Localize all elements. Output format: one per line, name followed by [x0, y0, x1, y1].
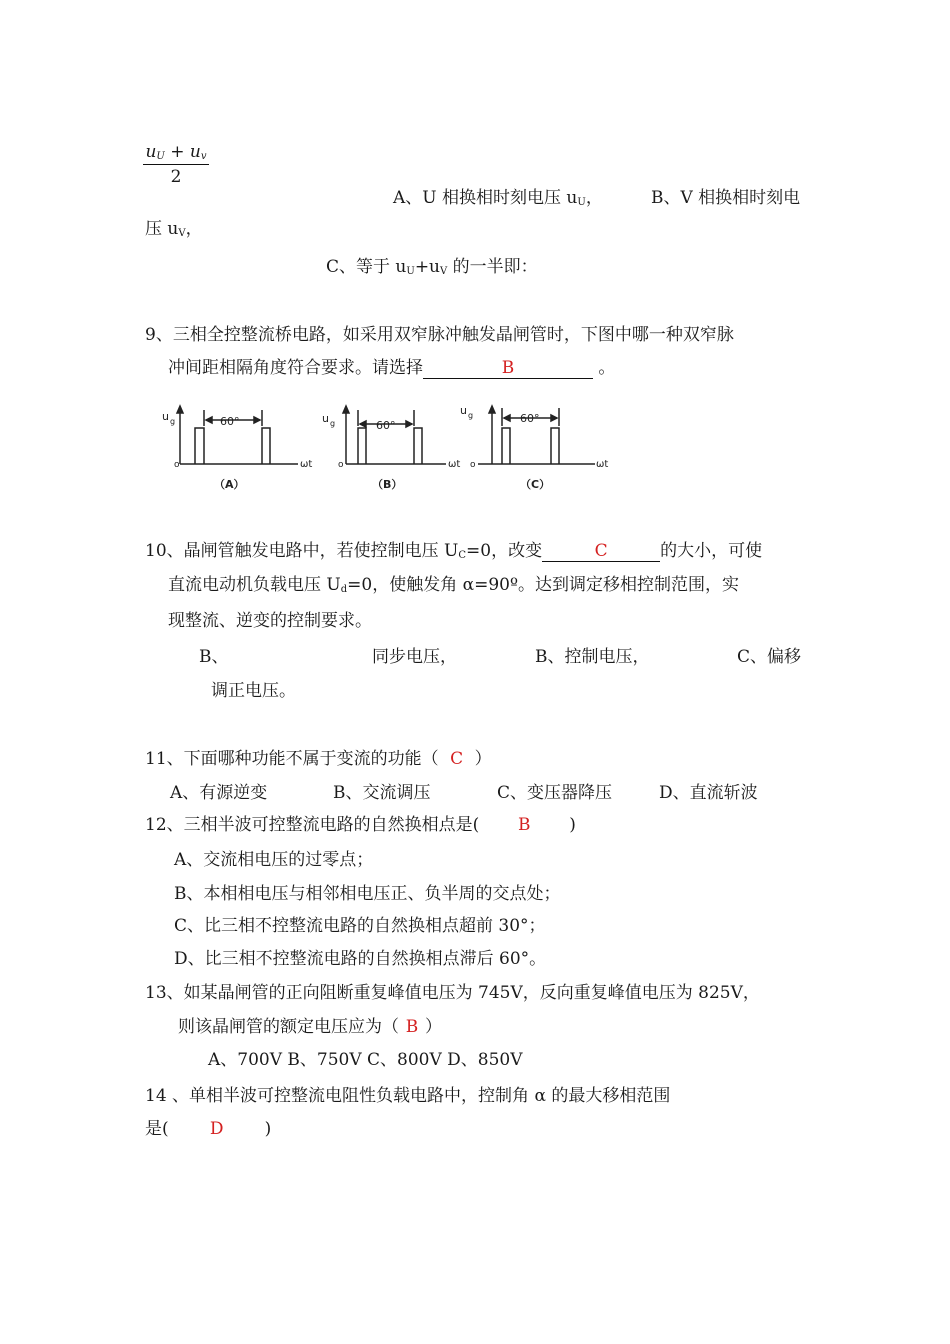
svg-text:o: o	[338, 460, 344, 470]
q12-stem: 12、三相半波可控整流电路的自然换相点是( B )	[145, 815, 576, 835]
q11-option-b: B、交流调压	[333, 783, 431, 803]
q14-stem-line1: 14 、单相半波可控整流电阻性负载电路中，控制角 α 的最大移相范围	[145, 1086, 671, 1106]
fig-b-xlabel: ωt	[448, 459, 461, 470]
q12-option-a: A、交流相电压的过零点；	[174, 850, 374, 870]
formula-numerator: $u_U + u_v$	[143, 142, 209, 165]
figure-b	[343, 406, 446, 464]
fig-a-ylabel: u	[162, 410, 169, 423]
q14-stem-line2: 是( D )	[145, 1119, 272, 1139]
q13-stem-line1: 13、如某晶闸管的正向阻断重复峰值电压为 745V，反向重复峰值电压为 825V，	[145, 983, 760, 1003]
fig-b-caption: （B）	[372, 478, 403, 491]
q13-stem-line2: 则该晶闸管的额定电压应为（ B ）	[178, 1017, 442, 1037]
q11-answer: C	[450, 749, 464, 769]
fig-a-xlabel: ωt	[300, 459, 313, 470]
q14-answer: D	[209, 1119, 224, 1139]
fig-c-xlabel: ωt	[596, 459, 609, 470]
q10-answer: C	[594, 541, 608, 561]
q10-stem-line1: 10、晶闸管触发电路中，若使控制电压 $U_C=0$，改变 C 的大小，可使	[145, 541, 763, 561]
q8-option-a: A、U 相换相时刻电压 $u_U$，	[393, 188, 603, 208]
q12-answer: B	[518, 815, 531, 835]
q10-option-2: 同步电压，	[372, 647, 457, 667]
q8-option-b-cont: 压 $u_V$，	[145, 219, 203, 239]
q8-option-c: C、等于 $u_U+u_V$ 的一半即：	[326, 257, 538, 277]
fig-c-angle: 60°	[520, 412, 540, 425]
q9-stem-line1: 9、三相全控整流桥电路，如采用双窄脉冲触发晶闸管时，下图中哪一种双窄脉	[145, 325, 734, 345]
svg-text:o: o	[174, 460, 180, 470]
q13-options: A、700V B、750V C、800V D、850V	[208, 1050, 523, 1070]
fig-b-angle: 60°	[376, 419, 396, 432]
q13-answer: B	[405, 1017, 419, 1037]
fig-c-caption: （C）	[520, 478, 551, 491]
q11-stem: 11、下面哪种功能不属于变流的功能（ C ）	[145, 749, 492, 769]
svg-text:o: o	[470, 460, 476, 470]
q10-stem-line2: 直流电动机负载电压 $U_d=0$，使触发角 α=90º。达到调定移相控制范围，实	[168, 575, 739, 595]
formula-fraction	[143, 142, 209, 187]
svg-text:g: g	[330, 419, 336, 428]
formula-denominator: 2	[170, 167, 182, 187]
svg-text:g: g	[468, 411, 474, 420]
q11-option-a: A、有源逆变	[170, 783, 268, 803]
q11-option-c: C、变压器降压	[497, 783, 613, 803]
q10-stem-line3: 现整流、逆变的控制要求。	[168, 611, 372, 631]
fig-a-angle: 60°	[220, 415, 240, 428]
fig-a-caption: （A）	[214, 478, 245, 491]
q9-answer: B	[501, 358, 515, 378]
q12-option-c: C、比三相不控整流电路的自然换相点超前 30°；	[174, 916, 546, 936]
q10-option-1: B、	[199, 647, 229, 667]
q10-option-4: C、偏移	[737, 647, 802, 667]
fig-c-ylabel: u	[460, 404, 467, 417]
q8-option-b: B、V 相换相时刻电	[651, 188, 801, 208]
fig-b-ylabel: u	[322, 412, 329, 425]
q10-option-3: B、控制电压，	[535, 647, 650, 667]
svg-text:g: g	[170, 417, 176, 426]
q12-option-d: D、比三相不控整流电路的自然换相点滞后 60°。	[174, 949, 547, 969]
q11-option-d: D、直流斩波	[659, 783, 758, 803]
q10-answer-blank	[542, 541, 660, 562]
q9-pulse-figures	[150, 400, 620, 495]
q12-option-b: B、本相相电压与相邻相电压正、负半周的交点处；	[174, 884, 561, 904]
q10-option-4-cont: 调正电压。	[211, 681, 296, 701]
q9-stem-line2: 冲间距相隔角度符合要求。请选择 B 。	[168, 358, 616, 378]
q9-answer-blank	[423, 358, 593, 379]
